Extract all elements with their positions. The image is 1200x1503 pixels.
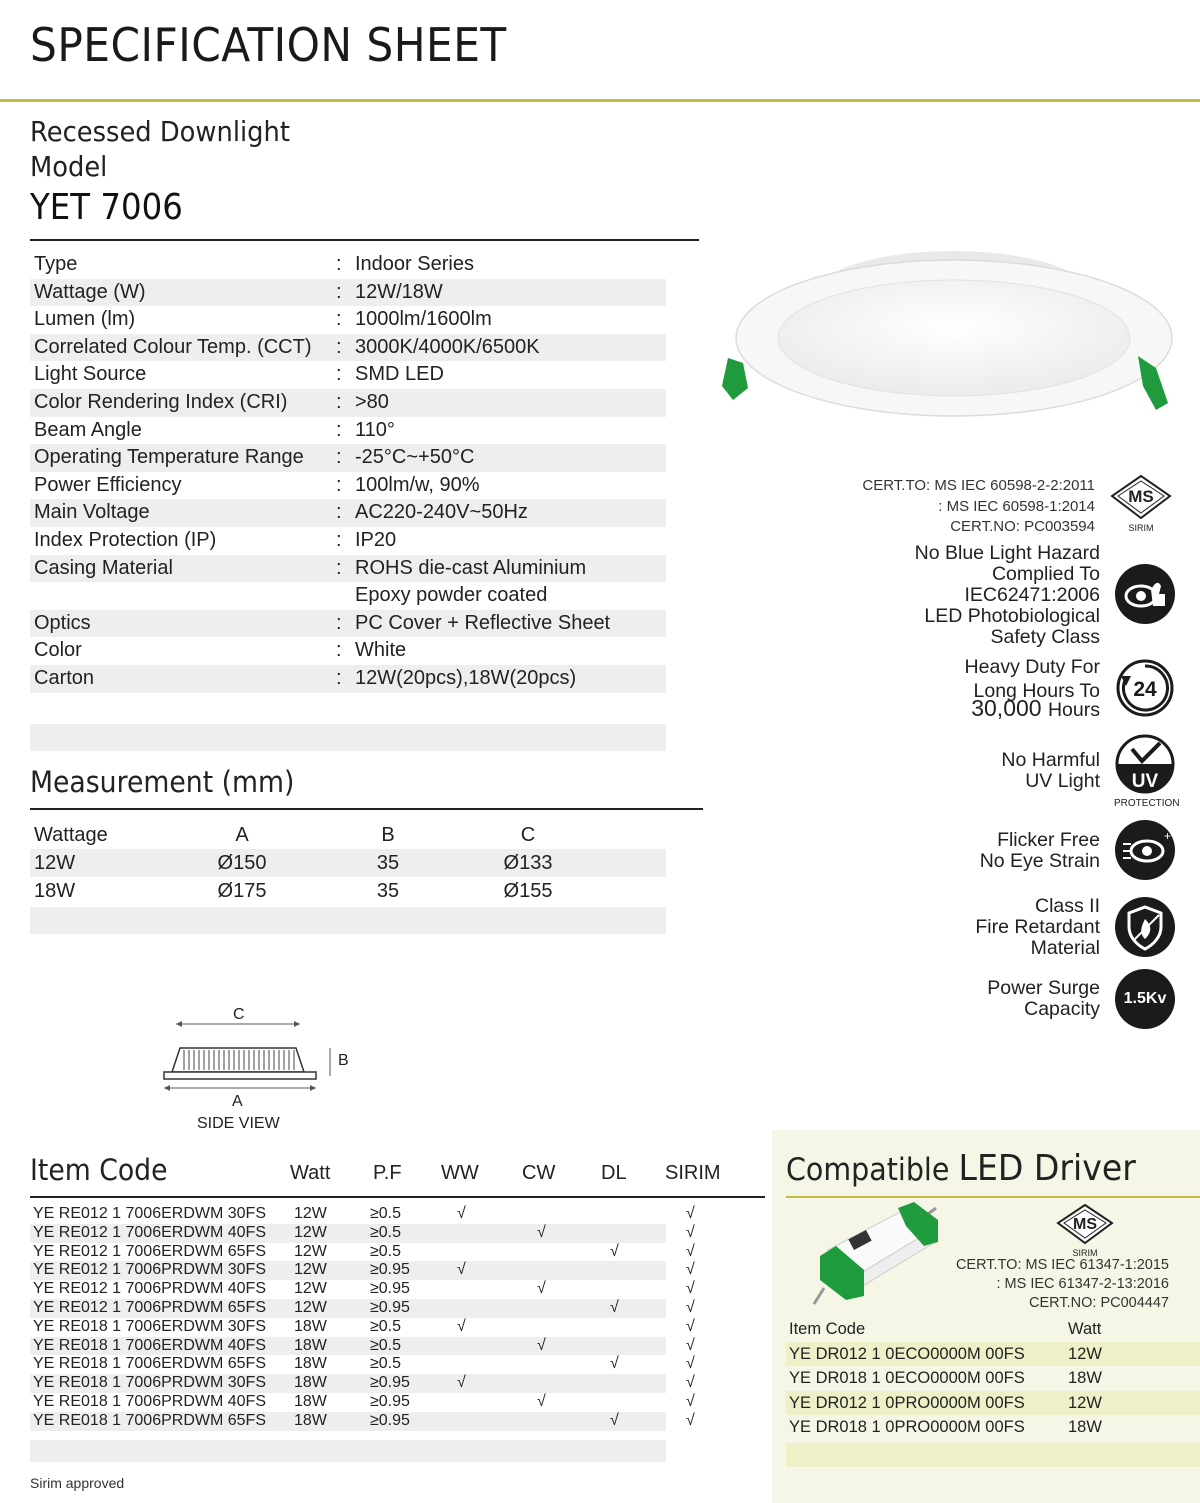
driver-watt: 18W — [1068, 1418, 1102, 1436]
model-number: YET 7006 — [30, 187, 183, 228]
feature-line: Complied To — [991, 563, 1100, 585]
measurement-title: Measurement (mm) — [30, 765, 295, 799]
spec-key: Power Efficiency — [34, 473, 182, 496]
spec-value: 3000K/4000K/6500K — [355, 335, 540, 358]
driver-watt: 18W — [1068, 1369, 1102, 1387]
driver-code: YE DR012 1 0ECO0000M 00FS — [789, 1344, 1025, 1363]
spec-colon: : — [336, 280, 342, 303]
driver-row — [786, 1342, 1200, 1367]
spec-key: Light Source — [34, 363, 147, 386]
driver-title — [786, 1148, 1136, 1189]
item-code-code: YE RE012 1 7006PRDWM 40FS — [33, 1280, 266, 1298]
spec-colon: : — [336, 390, 342, 413]
spec-key: Casing Material — [34, 556, 173, 579]
driver-watt: 12W — [1068, 1393, 1102, 1412]
ms-diamond-icon — [1110, 474, 1172, 520]
measurement-footer-strip — [30, 907, 666, 934]
item-code-code: YE RE018 1 7006ERDWM 40FS — [33, 1336, 266, 1354]
spec-row — [30, 417, 666, 445]
item-code-row — [30, 1298, 695, 1318]
spec-value: >80 — [355, 390, 389, 413]
measurement-header: C — [520, 824, 536, 846]
spec-row — [30, 582, 666, 610]
item-code-pf: ≥0.5 — [370, 1242, 402, 1260]
spec-divider — [30, 239, 699, 241]
item-code-watt: 18W — [294, 1336, 327, 1354]
hours-24-icon — [1115, 658, 1175, 718]
item-code-watt: 18W — [294, 1411, 327, 1429]
measurement-cell: 35 — [376, 852, 400, 874]
measurement-cell: Ø133 — [503, 852, 553, 874]
spec-row — [30, 637, 666, 665]
uv-badge-text: UV — [1131, 771, 1159, 792]
item-code-row — [30, 1223, 695, 1243]
uv-protection-icon — [1114, 733, 1180, 809]
hours-unit: Hours — [1047, 699, 1100, 721]
item-code-watt: 12W — [294, 1205, 327, 1222]
measurement-row — [30, 877, 666, 905]
page-title: SPECIFICATION SHEET — [30, 18, 507, 72]
item-code-row — [30, 1242, 695, 1262]
driver-row — [786, 1366, 1200, 1391]
spec-key: Correlated Colour Temp. (CCT) — [34, 335, 312, 358]
fire-shield-icon — [1115, 897, 1175, 957]
item-code-code: YE RE012 1 7006PRDWM 65FS — [33, 1298, 266, 1316]
spec-row — [30, 527, 666, 555]
item-code-code: YE RE018 1 7006PRDWM 30FS — [33, 1374, 266, 1392]
spec-value: Epoxy powder coated — [355, 584, 548, 607]
spec-value: SMD LED — [355, 363, 444, 386]
feature-line: LED Photobiological — [924, 605, 1100, 627]
item-code-code: YE RE018 1 7006PRDWM 40FS — [33, 1392, 266, 1410]
spec-key: Wattage (W) — [34, 280, 146, 303]
item-code-sirim: √ — [686, 1317, 695, 1335]
spec-row — [30, 279, 666, 307]
eye-thumbs-icon — [1115, 564, 1175, 624]
item-code-dl: √ — [610, 1355, 619, 1373]
led-driver-image — [806, 1200, 946, 1310]
driver-code: YE DR018 1 0ECO0000M 00FS — [789, 1369, 1025, 1387]
item-code-cw: √ — [537, 1392, 546, 1410]
spec-colon: : — [336, 418, 342, 441]
item-code-row — [30, 1392, 695, 1412]
side-view-caption: SIDE VIEW — [197, 1115, 280, 1132]
driver-sirim-logo — [1056, 1203, 1114, 1258]
item-code-sirim: √ — [686, 1280, 695, 1298]
item-code-ww: √ — [457, 1374, 466, 1392]
item-code-pf: ≥0.95 — [370, 1374, 410, 1392]
feature-surge — [987, 978, 1100, 1020]
item-code-code: YE RE018 1 7006ERDWM 30FS — [33, 1317, 266, 1335]
sirim-logo — [1110, 474, 1172, 533]
uv-protection-text: PROTECTION — [1114, 798, 1180, 809]
driver-divider — [786, 1196, 1200, 1198]
spec-colon: : — [336, 335, 342, 358]
item-code-watt: 12W — [294, 1261, 327, 1279]
eye-flicker-icon — [1115, 820, 1175, 880]
feature-line: Material — [1030, 937, 1100, 959]
driver-code: YE DR012 1 0PRO0000M 00FS — [789, 1393, 1025, 1412]
feature-line: No Blue Light Hazard — [914, 542, 1100, 564]
feature-flicker — [980, 830, 1100, 872]
product-category: Recessed Downlight — [30, 115, 290, 148]
spec-value: PC Cover + Reflective Sheet — [355, 611, 611, 634]
spec-row — [30, 499, 666, 527]
measurement-table — [30, 821, 666, 905]
feature-line: IEC62471:2006 — [964, 584, 1100, 606]
feature-line: Class II — [1034, 895, 1100, 917]
col-ww: WW — [441, 1162, 479, 1184]
col-dl: DL — [601, 1162, 627, 1184]
spec-row — [30, 334, 666, 362]
item-code-pf: ≥0.95 — [370, 1392, 410, 1410]
item-code-sirim: √ — [686, 1261, 695, 1279]
spec-key: Carton — [34, 666, 95, 689]
item-code-ww: √ — [457, 1205, 466, 1222]
feature-line: Flicker Free — [997, 829, 1100, 851]
spec-colon: : — [336, 473, 342, 496]
driver-title-b: LED Driver — [958, 1148, 1136, 1189]
svg-text:+: + — [1164, 829, 1172, 843]
spec-key: Type — [34, 253, 78, 275]
driver-header-row — [786, 1317, 1200, 1342]
feature-line: Power Surge — [987, 977, 1100, 999]
cert-line-3: CERT.NO: PC003594 — [950, 518, 1095, 535]
driver-ms-diamond-icon — [1056, 1203, 1114, 1245]
header-divider — [0, 99, 1200, 102]
spec-row — [30, 361, 666, 389]
measurement-cell: Ø155 — [503, 880, 553, 902]
driver-row — [786, 1391, 1200, 1416]
spec-value: 110° — [355, 418, 395, 441]
item-code-watt: 12W — [294, 1298, 327, 1316]
item-code-watt: 18W — [294, 1392, 327, 1410]
spec-footer-strip — [30, 724, 666, 751]
spec-value: AC220-240V~50Hz — [355, 501, 528, 524]
feature-blue-light — [915, 543, 1100, 648]
item-code-dl: √ — [610, 1298, 619, 1316]
feature-uv — [1001, 750, 1100, 792]
item-code-row — [30, 1411, 695, 1431]
item-code-pf: ≥0.5 — [370, 1355, 402, 1373]
spec-value: 1000lm/1600lm — [355, 308, 492, 331]
feature-line: Fire Retardant — [975, 916, 1100, 938]
spec-table — [30, 251, 666, 693]
spec-value: 100lm/w, 90% — [355, 473, 480, 496]
item-code-pf: ≥0.5 — [370, 1223, 402, 1241]
feature-line: Capacity — [1024, 998, 1100, 1020]
spec-value: 12W/18W — [355, 280, 443, 303]
spec-row — [30, 665, 666, 693]
sirim-text: SIRIM — [1128, 523, 1154, 533]
item-code-row — [30, 1205, 695, 1224]
driver-title-a: Compatible — [786, 1152, 950, 1188]
feature-line: No Eye Strain — [979, 850, 1100, 872]
feature-line: Long Hours To — [973, 680, 1100, 702]
badge-24-text: 24 — [1133, 678, 1157, 701]
item-code-dl: √ — [610, 1242, 619, 1260]
item-code-pf: ≥0.95 — [370, 1298, 410, 1316]
feature-line: Heavy Duty For — [964, 656, 1100, 678]
item-code-watt: 18W — [294, 1355, 327, 1373]
item-code-pf: ≥0.5 — [370, 1205, 402, 1222]
surge-badge: 1.5Kv — [1115, 969, 1175, 1029]
measurement-cell: 12W — [34, 852, 76, 874]
item-code-pf: ≥0.95 — [370, 1411, 410, 1429]
feature-line: No Harmful — [1001, 749, 1100, 771]
driver-ms-logo-text: MS — [1073, 1216, 1097, 1233]
downlight-image — [708, 238, 1178, 418]
spec-row — [30, 389, 666, 417]
spec-key: Lumen (lm) — [34, 308, 136, 331]
spec-value: White — [355, 639, 407, 662]
measurement-divider — [30, 808, 703, 810]
driver-row — [786, 1415, 1200, 1440]
spec-key: Color Rendering Index (CRI) — [34, 390, 288, 413]
spec-row — [30, 610, 666, 638]
item-code-table — [30, 1205, 695, 1431]
spec-colon: : — [336, 666, 342, 689]
item-code-watt: 18W — [294, 1374, 327, 1392]
cert-line-2: : MS IEC 60598-1:2014 — [938, 497, 1095, 515]
col-cw: CW — [522, 1162, 556, 1184]
measurement-cell: 35 — [376, 880, 400, 902]
item-code-ww: √ — [457, 1317, 466, 1335]
hours-number: 30,000 — [971, 695, 1042, 721]
measurement-header-row — [30, 821, 666, 849]
item-code-sirim: √ — [686, 1205, 695, 1222]
dim-label-a: A — [232, 1093, 243, 1110]
footnote: Sirim approved — [30, 1475, 125, 1491]
driver-table — [786, 1317, 1200, 1440]
spec-colon: : — [336, 501, 342, 524]
ms-logo-text: MS — [1128, 487, 1154, 506]
spec-row — [30, 306, 666, 334]
spec-key: Index Protection (IP) — [34, 528, 217, 551]
item-code-sirim: √ — [686, 1298, 695, 1316]
spec-key: Color — [34, 639, 82, 662]
driver-code: YE DR018 1 0PRO0000M 00FS — [789, 1418, 1025, 1436]
feature-hours — [971, 695, 1100, 721]
spec-row — [30, 251, 666, 279]
item-code-divider — [30, 1196, 765, 1198]
col-watt: Watt — [290, 1162, 331, 1184]
spec-value: Indoor Series — [355, 253, 474, 275]
item-code-dl: √ — [610, 1411, 619, 1429]
cert-line-1: CERT.TO: MS IEC 60598-2-2:2011 — [862, 477, 1095, 494]
item-code-code: YE RE012 1 7006ERDWM 40FS — [33, 1223, 266, 1241]
feature-fire — [975, 896, 1100, 959]
item-code-code: YE RE012 1 7006ERDWM 65FS — [33, 1242, 266, 1260]
spec-colon: : — [336, 363, 342, 386]
measurement-header: Wattage — [34, 824, 108, 846]
measurement-cell: Ø175 — [217, 880, 267, 902]
item-code-row — [30, 1261, 695, 1280]
spec-key: Operating Temperature Range — [34, 446, 304, 469]
product-certification — [862, 476, 1095, 538]
item-code-cw: √ — [537, 1336, 546, 1354]
item-code-pf: ≥0.5 — [370, 1336, 402, 1354]
spec-key: Main Voltage — [34, 501, 150, 524]
spec-value: -25°C~+50°C — [355, 446, 475, 469]
driver-header-watt: Watt — [1068, 1320, 1102, 1338]
measurement-header: B — [381, 824, 395, 846]
item-code-code: YE RE012 1 7006PRDWM 30FS — [33, 1261, 266, 1279]
item-code-cw: √ — [537, 1280, 546, 1298]
spec-row — [30, 444, 666, 472]
dim-label-c: C — [233, 1006, 245, 1023]
side-view-diagram — [162, 1006, 362, 1136]
spec-row — [30, 472, 666, 500]
col-pf: P.F — [373, 1162, 402, 1184]
spec-colon: : — [336, 639, 342, 662]
spec-value: ROHS die-cast Aluminium — [355, 556, 587, 579]
spec-colon: : — [336, 556, 342, 579]
measurement-cell: Ø150 — [217, 852, 267, 874]
item-code-sirim: √ — [686, 1223, 695, 1241]
spec-row — [30, 555, 666, 583]
item-code-row — [30, 1355, 695, 1374]
spec-value: IP20 — [355, 528, 397, 551]
spec-key: Optics — [34, 611, 91, 634]
item-code-pf: ≥0.95 — [370, 1280, 410, 1298]
driver-cert-line-2: : MS IEC 61347-2-13:2016 — [996, 1276, 1169, 1292]
spec-key: Beam Angle — [34, 418, 142, 441]
item-code-sirim: √ — [686, 1411, 695, 1429]
driver-cert-line-3: CERT.NO: PC004447 — [1029, 1295, 1169, 1311]
item-code-cw: √ — [537, 1223, 546, 1241]
spec-colon: : — [336, 528, 342, 551]
item-code-watt: 12W — [294, 1223, 327, 1241]
model-label: Model — [30, 150, 108, 183]
driver-watt: 12W — [1068, 1344, 1102, 1363]
item-code-watt: 12W — [294, 1242, 327, 1260]
dim-label-b: B — [338, 1052, 349, 1069]
item-code-sirim: √ — [686, 1242, 695, 1260]
item-code-row — [30, 1280, 695, 1299]
spec-value: 12W(20pcs),18W(20pcs) — [355, 666, 577, 689]
driver-sirim-text: SIRIM — [1072, 1248, 1098, 1258]
feature-line: UV Light — [1025, 770, 1100, 792]
item-code-code: YE RE012 1 7006ERDWM 30FS — [33, 1205, 266, 1222]
item-code-row — [30, 1317, 695, 1337]
driver-footer-strip — [786, 1443, 1200, 1467]
driver-header-code: Item Code — [789, 1320, 866, 1338]
spec-colon: : — [336, 611, 342, 634]
item-code-sirim: √ — [686, 1374, 695, 1392]
item-code-title: Item Code — [30, 1153, 168, 1187]
col-sirim: SIRIM — [665, 1162, 721, 1184]
item-code-code: YE RE018 1 7006ERDWM 65FS — [33, 1355, 266, 1373]
item-code-ww: √ — [457, 1261, 466, 1279]
item-code-code: YE RE018 1 7006PRDWM 65FS — [33, 1411, 266, 1429]
spec-colon: : — [336, 308, 342, 331]
item-code-row — [30, 1374, 695, 1393]
feature-line: Safety Class — [990, 626, 1100, 648]
driver-certification — [956, 1256, 1169, 1313]
spec-colon: : — [336, 253, 342, 275]
item-code-footer-strip — [30, 1440, 666, 1462]
item-code-sirim: √ — [686, 1392, 695, 1410]
measurement-cell: 18W — [34, 880, 76, 902]
item-code-sirim: √ — [686, 1336, 695, 1354]
item-code-watt: 18W — [294, 1317, 327, 1335]
item-code-pf: ≥0.5 — [370, 1317, 402, 1335]
item-code-watt: 12W — [294, 1280, 327, 1298]
measurement-header: A — [235, 824, 249, 846]
driver-cert-line-1: CERT.TO: MS IEC 61347-1:2015 — [955, 1257, 1169, 1273]
measurement-row — [30, 849, 666, 877]
item-code-pf: ≥0.95 — [370, 1261, 410, 1279]
spec-colon: : — [336, 446, 342, 469]
item-code-row — [30, 1336, 695, 1356]
item-code-sirim: √ — [686, 1355, 695, 1373]
